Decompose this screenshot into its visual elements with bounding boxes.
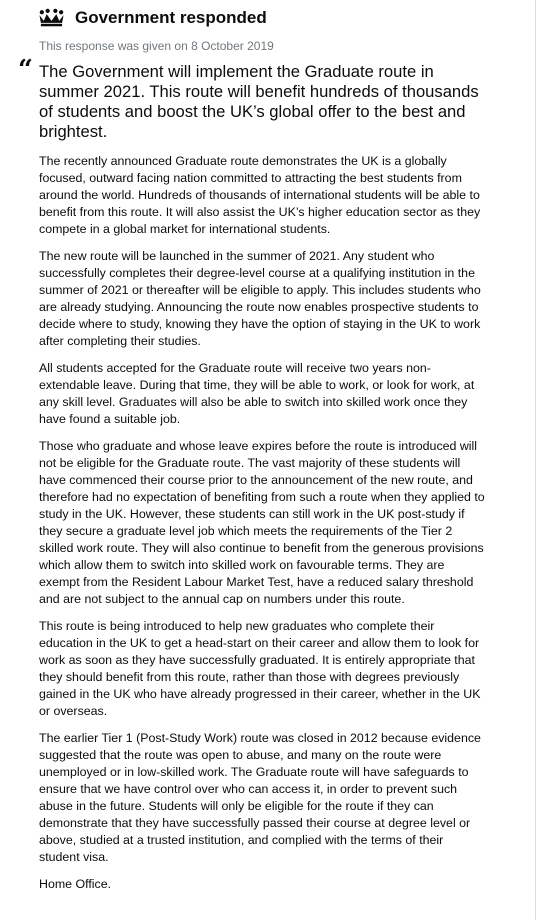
response-paragraph: This route is being introduced to help new graduates who complete their education in the UK to get a head-start on their career and allow them to look for work as soon as they have successfully graduated. It is entirely appropriate that they should benefit from this route, rather than those with degrees previously gained in the UK who have already progressed in their career, whether in the UK or overseas.	[39, 619, 481, 718]
response-paragraph: All students accepted for the Graduate route will receive two years non-extendable leave. During that time, they will be able to work, or look for work, at any skill level. Graduates will also be able to switch into skilled work once they have found a suitable job.	[39, 361, 475, 426]
response-paragraph: Those who graduate and whose leave expires before the route is introduced will not be eligible for the Graduate route. The vast majority of these students will have commenced their course prior to the announcement of the new route, and therefore had no expectation of benefiting from such a route when they applied to study in the UK. However, these students can still work in the UK post-study if they secure a graduate level job which meets the requirements of the Tier 2 skilled work route. They will also continue to benefit from the generous provisions which allow them to switch into skilled work on favourable terms. They are exempt from the Resident Labour Market Test, have a reduced salary threshold and are not subject to the annual cap on numbers under this route.	[39, 439, 485, 606]
response-date: This response was given on 8 October 2019	[39, 39, 274, 53]
crown-icon	[38, 8, 65, 28]
response-paragraph: The recently announced Graduate route demonstrates the UK is a globally focused, outward facing nation committed to attracting the best students from around the world. Hundreds of thousands of international students will be able to benefit from this route. It will also assist the UK’s higher education sector as they compete in a global market for international students.	[39, 154, 481, 236]
response-signature: Home Office.	[39, 877, 112, 891]
response-title: Government responded	[75, 8, 267, 27]
response-paragraph: The new route will be launched in the summer of 2021. Any student who successfully completes their degree-level course at a qualifying institution in the summer of 2021 or thereafter will be eligible to apply. This includes students who are already studying. Announcing the route now enables prospective students to decide where to study, knowing they have the option of staying in the UK to work after completing their studies.	[39, 249, 481, 348]
response-header	[38, 6, 267, 30]
quote-mark-icon: “	[18, 55, 33, 85]
response-body	[39, 153, 487, 903]
response-summary: The Government will implement the Graduate route in summer 2021. This route will benefit hundreds of thousands of students and boost the UK’s global offer to the best and brightest.	[39, 62, 479, 141]
response-paragraph: The earlier Tier 1 (Post-Study Work) route was closed in 2012 because evidence suggested that the route was open to abuse, and many on the route were unemployed or in low-skilled work. The Graduate route will have safeguards to ensure that we have control over who can access it, in order to prevent such abuse in the future. Students will only be eligible for the route if they can demonstrate that they have successfully passed their course at degree level or above, studied at a trusted institution, and complied with the terms of their student visa.	[39, 731, 481, 864]
